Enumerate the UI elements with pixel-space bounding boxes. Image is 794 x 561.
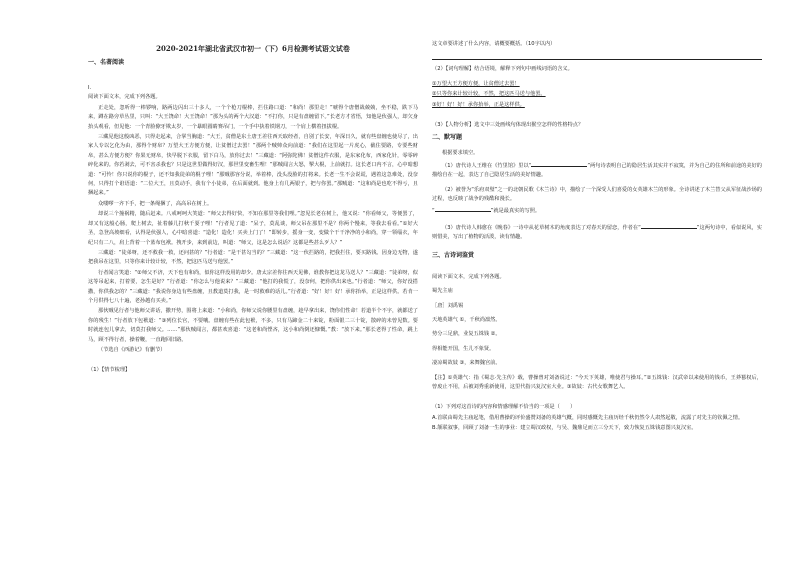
fill-item: ”两句诗表明自己的隐居生活其实并不寂寞，并为自己的住所和前途的美好的描绘自在一起，表达了自己隐居生活的美好情趣。 — [432, 162, 762, 179]
page-title: 2020-2021年湖北省武汉市初一（下）6月检测考试语文试卷 — [156, 44, 350, 53]
poem-line: 凄凉蜀故妓 ③，来舞魏宫前。 — [432, 360, 501, 367]
question-4: （1）下列对这首诗的内容和情感理解不恰当的一项是（ ） — [432, 404, 576, 411]
poem-line: 得相能开国，生儿不象贤。 — [432, 345, 495, 352]
passage-source: （节选自《西游记》有删节） — [98, 346, 166, 353]
right-column — [432, 40, 762, 551]
fill-item: “ — [432, 208, 435, 215]
passage-paragraph: 行者闻言笑道：“②师父不济，天下也有和尚，似你这样没用的却少。唐太宗差你往西天见佛，谁教你把这龙马送人？”三藏道：“徒弟呀，似这等吊起来，打着要，怎生是好？”行者道：“你怎么与他说来？”三藏道：“他打的我慌了，没奈何，把你供出来也。”行者道：“师父，你好没搭撒，你供我怎的？”三藏道：“我说你身边有些盘缠，且教道莫打我，是一时救难的话儿。”行者道：“好！好！好！承你抬举，正是这样供。若肯一个月供得七八十遍，老孙越有买卖。” — [88, 269, 418, 304]
fill-blank[interactable] — [531, 160, 587, 167]
poem-author: ［唐］刘禹锡 — [432, 302, 464, 309]
left-column — [88, 28, 418, 551]
question-3: （3）【人物分析】选文中三处画线句体现出猴空怎样的性格特点？ — [432, 122, 584, 129]
question-2-item: ③好！好！好！承你抬举，正是这样供。 — [432, 101, 525, 108]
fill-blank[interactable] — [435, 205, 491, 212]
section-heading-poetry: 三、古诗词鉴赏 — [432, 251, 475, 259]
question-2-label: （2）【词句理解】结合语境，解释下列句中画线词语的含义。 — [432, 66, 573, 73]
poem-note: 【注】①英雄气：指《蜀志·先主传》载，曹操曾对刘备说过：“今天下英雄，唯使君与操耳。”②五铢钱：汉武帝以来使用的钱币，王莽篡权后，曾废止不用，后被刘秀重新使用，这里代指兴复汉室大业。③故妓：古代女歌舞艺人。 — [432, 374, 762, 390]
section-heading-dictation: 二、默写题 — [432, 134, 463, 142]
fill-item: （1）唐代诗人王维在《竹里馆》里以“ — [442, 162, 532, 169]
passage-paragraph: 三藏见他这般凶恶，只得走起来，合掌当胸道：“大王，贫僧是东土唐王差往西天取经者，自别了长安，年深日久，就有些盘缠也使尽了，出家人专以乞化为由，那得个财帛？万望大王方便方便，让贫僧过去罢！”那两个贼帅众向前道：“我们在这里起一片虎心，截住要路，专要些财帛，甚么方便方便？你果无财帛，快早脱下衣服，留下白马，放你过去！”三藏道：“阿弥陀佛！贫僧这件衣服，是东家化布，西家化针，零零碎碎化来的。你若剥去，可不害杀我也？只是这世里做得好汉，那世里变畜生哩！”那贼闻言大怒，掣大棍，上前就打。这长老口内不言，心中暗想道：“可怜！你只说你的棍子，还不知我徒弟的棍子哩！”那贼那容分说，举着棒，没头没脸的打将来。长老一生不会说谎，遇着这急难处，没奈何，只得打个诳语道：“二位大王，且莫动手，我有个小徒弟，在后面就到。他身上有几两银子，把与你罢。”那贼道：“这和尚是也吃不得亏，且捆起来。” — [88, 134, 418, 197]
option-b: B.颔联叙事，回顾了刘备一生的事业：建立蜀汉政权，与吴、魏鼎足而立三分天下，致力恢复五铢钱意图兴复汉室。 — [432, 425, 697, 432]
fill-item: ”就是最真实的写照。 — [490, 208, 541, 215]
poem-line: 势分三足鼎，业复五铢钱 ②。 — [432, 331, 501, 338]
passage-paragraph: 众喽啰一齐下手，把一条绳捆了，高高吊在树上。 — [98, 200, 213, 207]
passage-paragraph: 正走处，忽听得一棒锣响，路两边闪出三十多人，一个个枪刀棍棒，拦住路口道：“和尚！那里走！”唬得个唐僧战兢兢，坐不稳，跌下马来，蹲在路旁草丛里，只叫：“大王饶命！大王饶命！”那为头的两个大汉道：“不打你，只是有盘缠留下。”长老方才省悟，知他是伙强人，却欠身抬头观看，但见他：一个青脸獠牙欺太岁，一个暴眼圆睛赛吊门，一个手中执着铁钢刀，一个肩上横着扭拔棍。 — [88, 104, 418, 130]
poem-line: 天地英雄气 ①，千秋尚凛然。 — [432, 316, 501, 323]
option-a: A.首联由蜀先主庙起笔，借用曹操的评价盛赞刘备的英雄气概，同时感慨先主庙历经千秋仍然令人肃然起敬，流露了对先主的钦佩之情。 — [432, 414, 744, 421]
passage-paragraph: 却说三个撞祸精，随后赶来。八戒呵呵大笑道：“师父去得好快，不知在那里等我们哩。”忽见长老在树上，他又说：“你看师父，等便罢了，却又有这般心肠，爬上树去，扯着藤儿打秋千耍子哩！”行者见了道：“呆子，莫乱谈，师父吊在那里不是？你两个慢来，等我去看看。”①好大圣，急登高坡细看，认得是伙强人，心中暗喜道：“造化！造化！买卖上门了！”即转步，摇身一变，变做个干干净净的小和尚，穿一领缁衣，年纪只有二八，肩上背着一个蓝布包袱。拽开步，来到前边，叫道：“师父，这是怎么说话？这都是些甚么歹人？” — [88, 211, 418, 246]
fill-intro: 根据要求填空。 — [442, 150, 479, 157]
answer-line — [432, 50, 762, 60]
fill-item: （3）唐代诗人韩愈在《晚春》一诗中从花草树木的角度表达了对春天的留恋，作者在“ — [442, 224, 641, 231]
question-1-label: （1）【情节梳理】 — [88, 367, 131, 374]
passage-paragraph: 三藏道：“徒弟呀，还不救我一救，还问甚的？”行者道：“是干甚勾当的？”三藏道：“这一伙拦路的，把我拦住，要买路钱。因身边无物，遂把我吊在这里，只等你来计较计较，不然，把这匹马送与他罢。” — [88, 249, 418, 266]
fill-blank[interactable] — [641, 222, 697, 229]
fill-item: （2）被誉为“乐府双璧”之一的北朝民歌《木兰诗》中，描绘了一个深受人们喜爱的女英雄木兰的形象。全诗讲述了木兰替父从军征战沙场的过程，也反映了战争的残酷和漫长。 — [432, 186, 762, 203]
passage-paragraph: 那伙贼见行者与他师父讲话，撒开势，围将上来道：“小和尚，你师父说你腰里有盘缠，趁早拿出来，饶你们性命！若道半个不字，就都送了你的残生！”行者放下包袱道：“③列位长官，不要嚷。盘缠有些在此包袱，不多，只有马蹄金二十来锭，粉面银二三十锭，散碎的未曾见数。要时就连包儿拿去，切莫打我师父。……”那伙贼闻言，都甚欢喜道：“这老和尚悭吝，这小和尚倒还慷慨。”教：“放下来。”那长老得了性命，跳上马，顾不得行者，操着鞭，一直跑回旧路。 — [88, 308, 418, 343]
question-number: I. — [88, 85, 92, 91]
fill-item: ”这两句诗中，看似说风，实则惜美，写出了植物的活泼，读有情趣。 — [432, 224, 762, 241]
section-heading-reading: 一、名著阅读 — [88, 59, 125, 66]
question-2-item: ①万望大王方便方便，让贫僧过去罢！ — [432, 80, 520, 87]
instruction-text: 阅读下面文本，完成下列各题。 — [88, 94, 161, 101]
question-2-item: ②只等你来计较计较，不然，把这匹马送与他罢。 — [432, 91, 546, 98]
poem-intro: 阅读下面文本，完成下列各题。 — [432, 273, 505, 280]
poem-title: 蜀先主庙 — [432, 288, 453, 295]
question-1-text: 这文章要讲述了什么内容，请概要概括。（10字以内） — [432, 41, 556, 47]
